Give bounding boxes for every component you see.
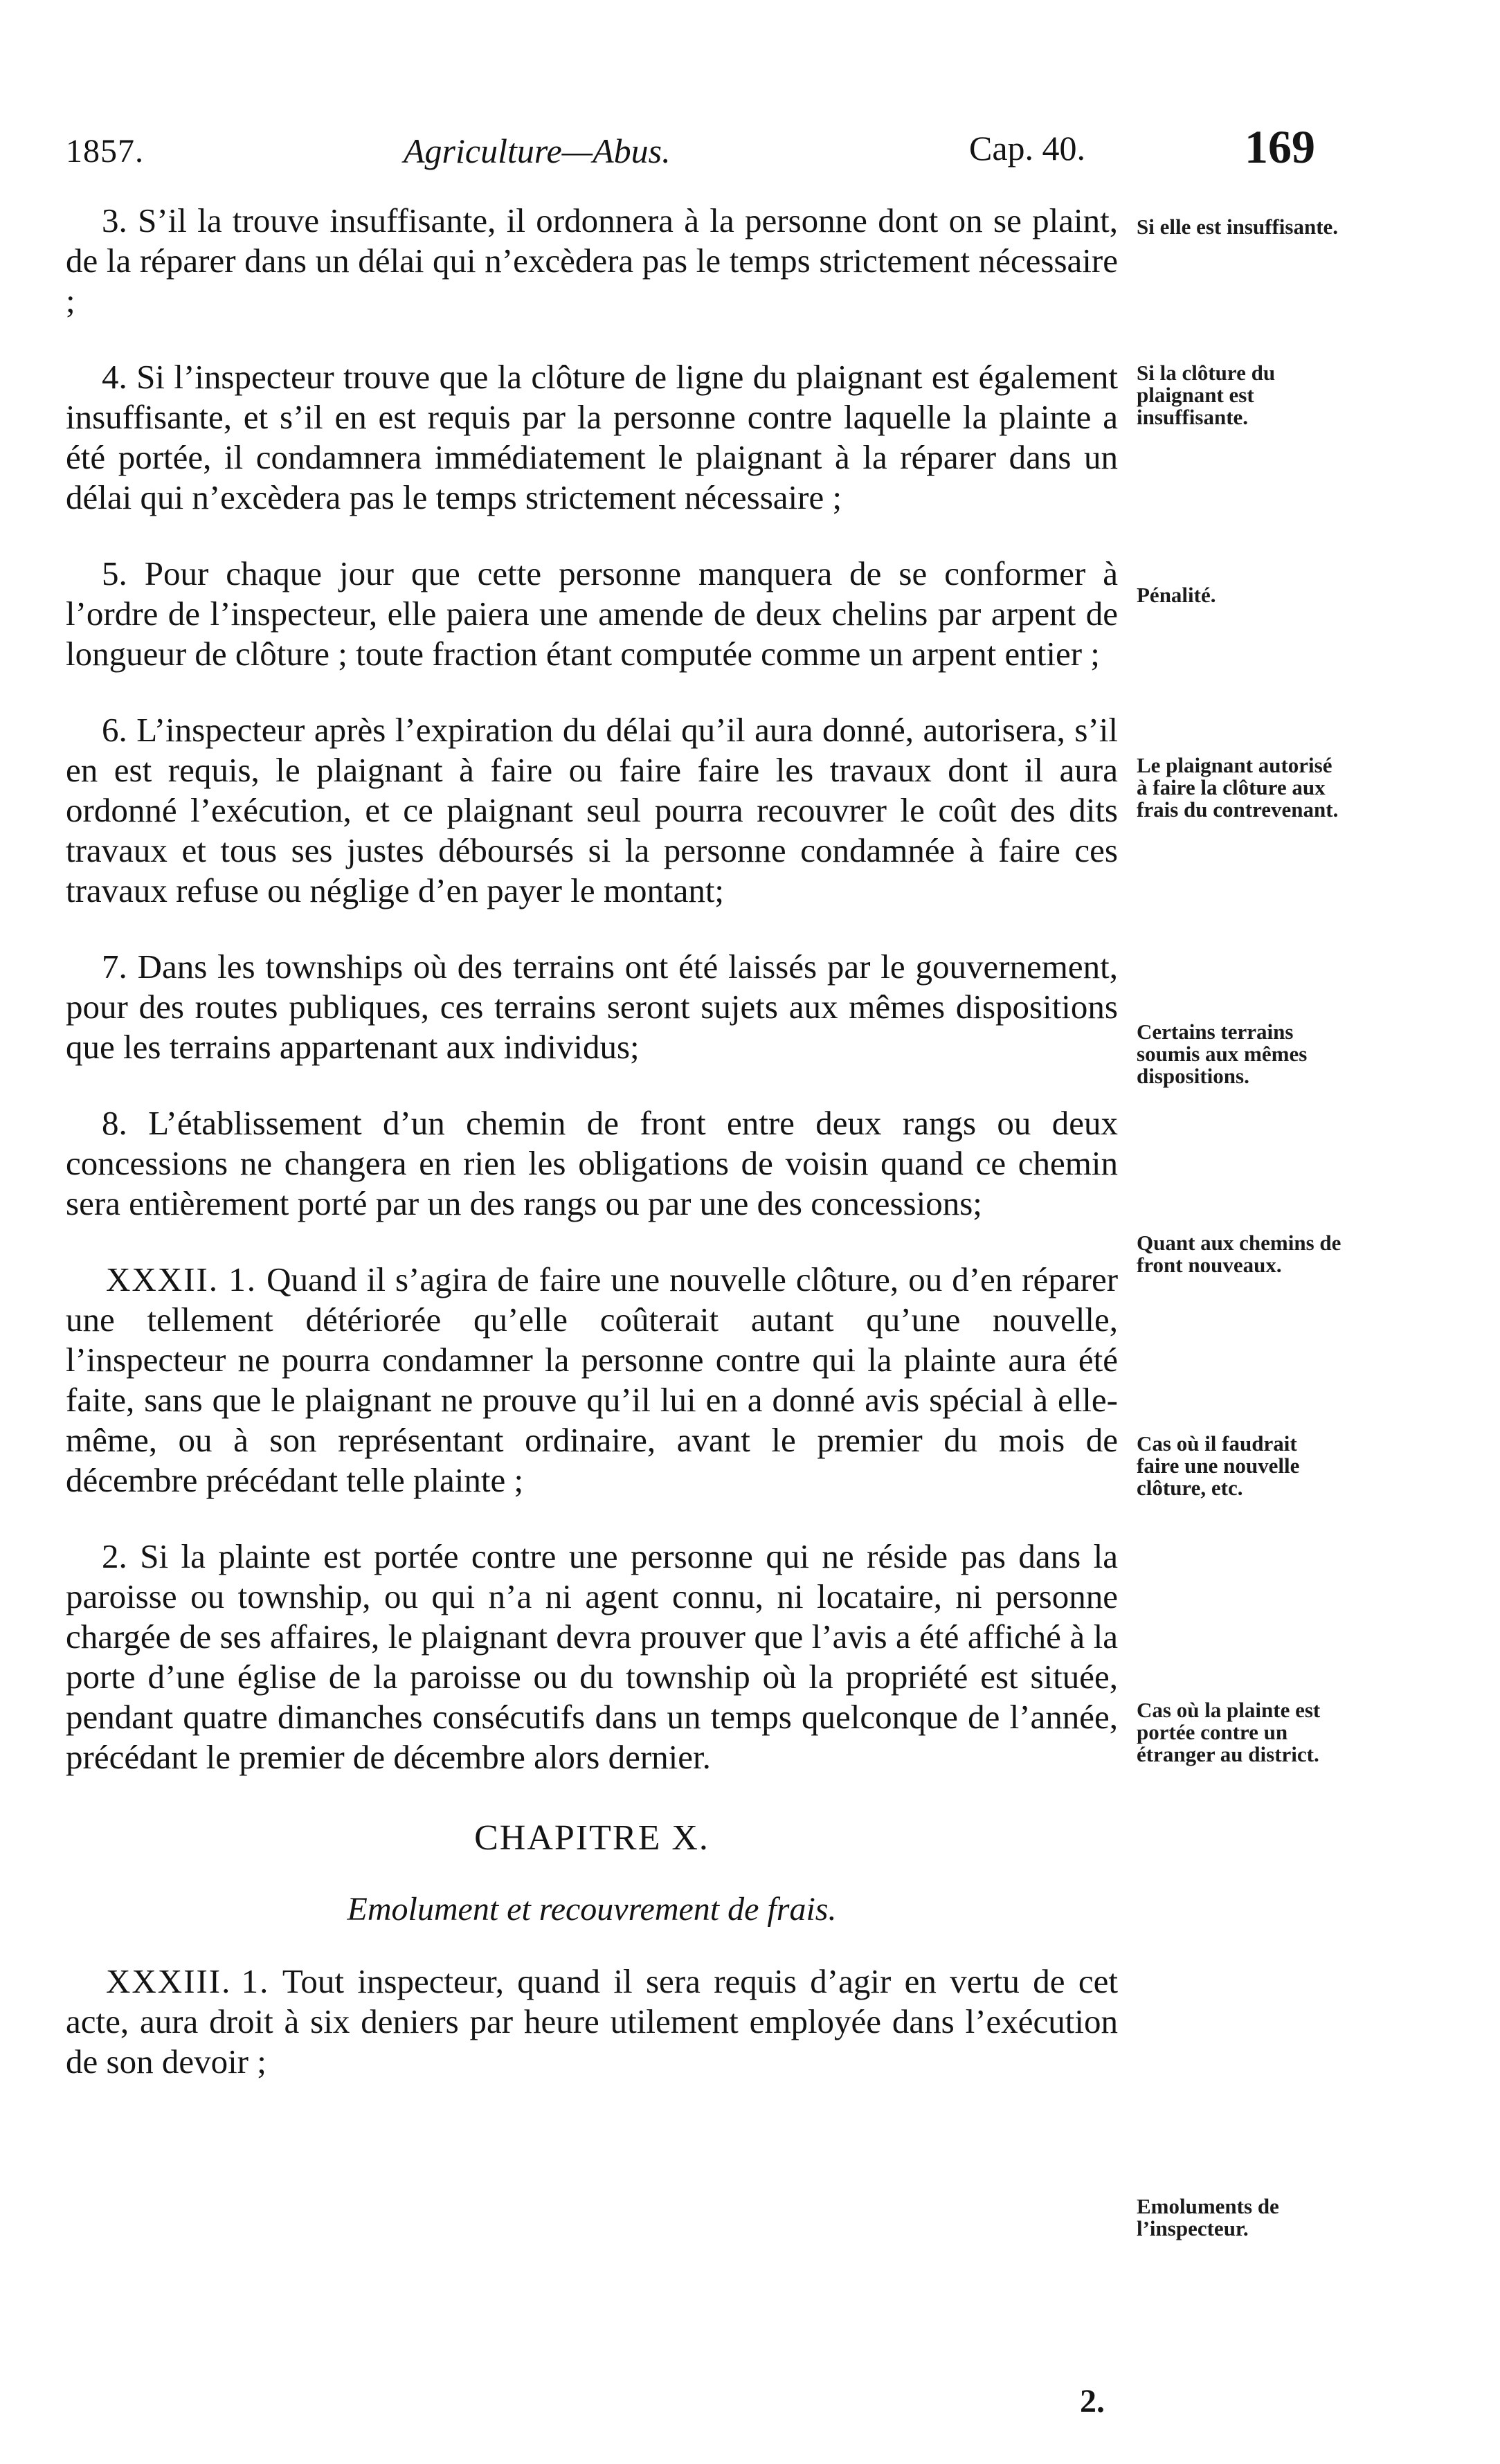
paragraph-number: 8. bbox=[102, 1104, 127, 1142]
paragraph-text: Pour chaque jour que cette personne manquera de se conformer à l’ordre de l’inspecteur, elle paiera une amende de deux chelins par arpent de longueur de clôture ; toute fraction étant computée comme un arpent entier ; bbox=[66, 554, 1119, 673]
paragraph-5 bbox=[66, 554, 1118, 674]
paragraph-text: Si l’inspecteur trouve que la clôture de ligne du plaignant est également insuffisante, et s’il en est requis par la personne contre laquelle la plainte a été portée, il condamnera immédiatement le plaignant à la réparer dans un délai qui n’excèdera pas le temps strictement nécessaire ; bbox=[66, 358, 1118, 516]
header-chapter: Cap. 40. bbox=[969, 129, 1086, 167]
paragraph-number: 6. bbox=[102, 711, 127, 749]
margin-note: Emoluments de l’inspecteur. bbox=[1137, 2194, 1279, 2240]
margin-note: Pénalité. bbox=[1137, 583, 1216, 607]
paragraph-4 bbox=[66, 357, 1118, 518]
margin-note: Le plaignant autorisé à faire la clôture aux frais du contrevenant. bbox=[1137, 753, 1339, 822]
main-text bbox=[66, 201, 1118, 2118]
margin-note: Cas où il faudrait faire une nouvelle clôture, etc. bbox=[1137, 1431, 1300, 1500]
margin-note: Cas où la plainte est portée contre un étranger au district. bbox=[1137, 1698, 1321, 1766]
paragraph-number: 7. bbox=[102, 948, 127, 986]
paragraph-text: L’inspecteur après l’expiration du délai qu’il aura donné, autorisera, s’il en est requis, le plaignant à faire ou faire faire les travaux dont il aura ordonné l’exécution, et ce plaignant seul pourra recouvrer le coût des dits travaux et tous ses justes déboursés si la personne condamnée à faire ces travaux refuse ou néglige d’en payer le montant; bbox=[66, 711, 1119, 909]
chapter-subheading: Emolument et recouvrement de frais. bbox=[347, 1891, 837, 1928]
paragraph-7 bbox=[66, 947, 1118, 1067]
paragraph-6 bbox=[66, 710, 1118, 911]
paragraph-8 bbox=[66, 1103, 1118, 1224]
section-32-1 bbox=[66, 1260, 1118, 1501]
paragraph-3 bbox=[66, 201, 1118, 321]
paragraph-text: Tout inspecteur, quand il sera requis d’agir en vertu de cet acte, aura droit à six deniers par heure utilement employée dans l’exécution de son devoir ; bbox=[66, 1962, 1118, 2081]
header-title: Agriculture—Abus. bbox=[404, 132, 671, 170]
margin-note: Quant aux chemins de front nouveaux. bbox=[1137, 1231, 1341, 1277]
section-33-1 bbox=[66, 1962, 1118, 2082]
paragraph-text: S’il la trouve insuffisante, il ordonnera à la personne dont on se plaint, de la réparer dans un délai qui n’excèdera pas le temps strictement nécessaire ; bbox=[66, 201, 1118, 320]
section-number: XXXII. 1. bbox=[106, 1260, 257, 1298]
signature-mark: 2. bbox=[1080, 2383, 1105, 2420]
paragraph-number: 5. bbox=[102, 554, 127, 592]
page-number: 169 bbox=[1245, 120, 1315, 173]
header-year: 1857. bbox=[66, 133, 144, 170]
section-32-2 bbox=[66, 1537, 1118, 1777]
margin-note: Certains terrains soumis aux mêmes dispositions. bbox=[1137, 1020, 1308, 1088]
paragraph-text: L’établissement d’un chemin de front entre deux rangs ou deux concessions ne changera en rien les obligations de voisin quand ce chemin sera entièrement porté par un des rangs ou par une des concessions; bbox=[66, 1104, 1118, 1222]
paragraph-text: Quand il s’agira de faire une nouvelle clôture, ou d’en réparer une tellement détériorée qu’elle coûterait autant qu’une nouvelle, l’inspecteur ne pourra condamner la personne contre qui la plainte aura été faite, sans que le plaignant ne prouve qu’il lui en a donné avis spécial à elle-même, ou à son représentant ordinaire, avant le premier du mois de décembre précédant telle plainte ; bbox=[66, 1260, 1119, 1499]
paragraph-text: Si la plainte est portée contre une personne qui ne réside pas dans la paroisse ou township, ou qui n’a ni agent connu, ni locataire, ni personne chargée de ses affaires, le plaignant devra prouver que l’avis a été affiché à la porte d’une église de la paroisse ou du township où la propriété est située, pendant quatre dimanches consécutifs dans un temps quelconque de l’année, précédant le premier de décembre alors dernier. bbox=[66, 1537, 1119, 1776]
paragraph-number: 2. bbox=[102, 1537, 127, 1575]
margin-note: Si elle est insuffisante. bbox=[1137, 215, 1339, 239]
paragraph-number: 4. bbox=[102, 358, 127, 396]
running-header bbox=[66, 120, 1315, 183]
margin-note: Si la clôture du plaignant est insuffisante. bbox=[1137, 361, 1276, 429]
section-number: XXXIII. 1. bbox=[106, 1962, 270, 2000]
chapter-heading: CHAPITRE X. bbox=[474, 1818, 710, 1858]
paragraph-number: 3. bbox=[102, 201, 127, 239]
paragraph-text: Dans les townships où des terrains ont été laissés par le gouvernement, pour des routes publiques, ces terrains seront sujets aux mêmes dispositions que les terrains appartenant aux individus; bbox=[66, 948, 1119, 1066]
